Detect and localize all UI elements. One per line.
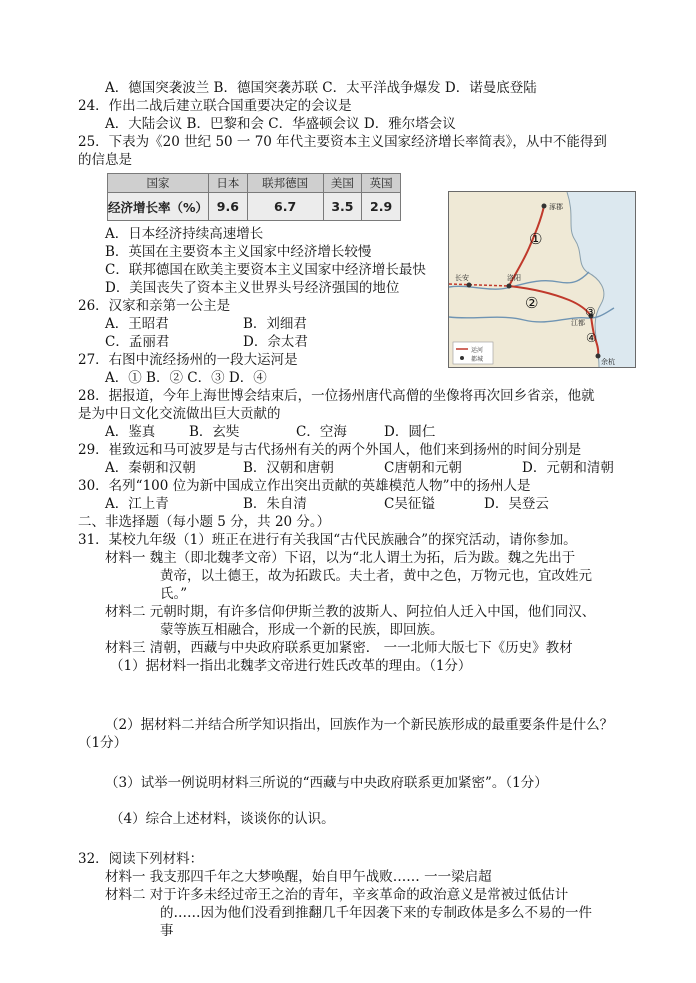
q23-options: A．德国突袭波兰 B．德国突袭苏联 C．太平洋战争爆发 D．诺曼底登陆 <box>105 80 537 96</box>
q31-material-3: 材料三 清朝，西藏与中央政府联系更加紧密． 一一北师大版七下《历史》教材 <box>105 640 573 656</box>
city-dot <box>467 283 472 288</box>
q25-stem-line1: 25．下表为《20 世纪 50 一 70 年代主要资本主义国家经济增长率简表》，从中不能得到 <box>78 134 607 150</box>
grand-canal-map <box>448 191 636 368</box>
q30-option-b: B．朱自清 <box>243 496 307 512</box>
q28-option-c: C．空海 <box>296 424 347 440</box>
q31-sub-1: （1）据材料一指出北魏孝文帝进行姓氏改革的理由。（1分） <box>110 658 472 674</box>
legend-canal-label: 运河 <box>471 347 484 354</box>
q26-option-d: D．佘太君 <box>243 334 308 350</box>
legend-capital-label: 都城 <box>471 356 484 363</box>
table-header-cell: 国家 <box>108 174 209 193</box>
q26-option-b: B．刘细君 <box>243 316 307 332</box>
q31-material-1-line1: 材料一 魏主（即北魏孝文帝）下诏，以为“北人谓土为拓，后为跋。魏之先出于 <box>105 550 576 566</box>
q28-option-a: A．鉴真 <box>105 424 156 440</box>
q24-stem: 24．作出二战后建立联合国重要决定的会议是 <box>78 98 352 114</box>
q31-material-1-line3: 氏。” <box>160 586 188 602</box>
q32-stem: 32．阅读下列材料： <box>78 851 204 867</box>
label-yuhang: 余杭 <box>601 358 615 366</box>
label-jiangdu: 江都 <box>571 319 585 327</box>
city-dot <box>507 284 512 289</box>
q30-option-a: A．江上青 <box>105 496 169 512</box>
q27-options: A．① B．② C．③ D．④ <box>105 370 267 386</box>
marker-4: ④ <box>586 331 597 345</box>
q29-option-c: C唐朝和元朝 <box>384 460 462 476</box>
q32-material-1: 材料一 我支那四千年之大梦唤醒，始自甲午战败…… 一一梁启超 <box>105 869 492 885</box>
q26-stem: 26．汉家和亲第一公主是 <box>78 298 231 314</box>
q31-stem: 31．某校九年级（1）班正在进行有关我国“古代民族融合”的探究活动，请你参加。 <box>78 532 577 548</box>
q30-option-c: C吴征镒 <box>384 496 435 512</box>
label-luoyang: 洛阳 <box>507 274 521 282</box>
q25-option-c: C．联邦德国在欧美主要资本主义国家中经济增长最快 <box>105 262 426 278</box>
table-header-cell: 日本 <box>209 174 248 193</box>
q32-material-2-line2: 的……因为他们没看到推翻几千年因袭下来的专制政体是多么不易的一件 <box>160 905 592 921</box>
q30-stem: 30．名列“100 位为新中国成立作出突出贡献的英雄模范人物”中的扬州人是 <box>78 478 531 494</box>
q29-stem: 29．崔致远和马可波罗是与古代扬州有关的两个外国人，他们来到扬州的时间分别是 <box>78 442 582 458</box>
legend-capital-swatch <box>460 356 464 360</box>
table-cell: 3.5 <box>323 193 362 221</box>
q25-option-d: D．美国丧失了资本主义世界头号经济强国的地位 <box>105 280 400 296</box>
q29-option-d: D．元朝和清朝 <box>522 460 614 476</box>
section-two-heading: 二、非选择题（每小题 5 分，共 20 分。） <box>78 514 331 530</box>
table-cell: 9.6 <box>209 193 248 221</box>
city-dot <box>596 354 601 359</box>
city-dot <box>542 204 547 209</box>
q27-stem: 27．右图中流经扬州的一段大运河是 <box>78 352 298 368</box>
marker-3: ③ <box>585 305 596 319</box>
table-header-cell: 美国 <box>323 174 362 193</box>
q24-options: A．大陆会议 B．巴黎和会 C．华盛顿会议 D．雅尔塔会议 <box>105 116 456 132</box>
q28-stem-line1: 28．据报道，今年上海世博会结束后，一位扬州唐代高僧的坐像将再次回乡省亲，他就 <box>78 388 595 404</box>
q32-material-2-line3: 事 <box>160 923 174 939</box>
label-changan: 长安 <box>455 274 469 282</box>
growth-rate-table <box>107 173 401 221</box>
q29-option-b: B．汉朝和唐朝 <box>243 460 334 476</box>
q30-option-d: D．吴登云 <box>484 496 549 512</box>
label-zhuojun: 涿郡 <box>549 203 563 211</box>
q31-material-2-line2: 蒙等族互相融合，形成一个新的民族，即回族。 <box>160 622 444 638</box>
table-cell: 2.9 <box>362 193 401 221</box>
q31-material-1-line2: 黄帝，以土德王，故为拓跋氏。夫土者，黄中之色，万物元也，宜改姓元 <box>160 568 592 584</box>
q25-option-a: A．日本经济持续高速增长 <box>105 226 264 242</box>
q31-sub-2-line2: （1分） <box>78 735 128 751</box>
q28-option-d: D．圆仁 <box>384 424 436 440</box>
table-cell: 6.7 <box>247 193 323 221</box>
q25-stem-line2: 的信息是 <box>78 152 132 168</box>
q32-material-2-line1: 材料二 对于许多未经过帝王之治的青年，辛亥革命的政治意义是常被过低估计 <box>105 887 569 903</box>
q31-material-2-line1: 材料二 元朝时期，有许多信仰伊斯兰教的波斯人、阿拉伯人迁入中国，他们同汉、 <box>105 604 596 620</box>
q31-sub-2-line1: （2）据材料二并结合所学知识指出，回族作为一个新民族形成的最重要条件是什么？ <box>105 717 614 733</box>
marker-1: ① <box>529 230 543 248</box>
table-header-cell: 英国 <box>362 174 401 193</box>
table-header-cell: 联邦德国 <box>247 174 323 193</box>
q28-option-b: B．玄奘 <box>189 424 240 440</box>
q25-option-b: B．英国在主要资本主义国家中经济增长较慢 <box>105 244 372 260</box>
q26-option-a: A．王昭君 <box>105 316 169 332</box>
q29-option-a: A．秦朝和汉朝 <box>105 460 196 476</box>
q31-sub-3: （3）试举一例说明材料三所说的“西藏与中央政府联系更加紧密”。（1分） <box>105 775 548 791</box>
q28-stem-line2: 是为中日文化交流做出巨大贡献的 <box>78 406 281 422</box>
q26-option-c: C．孟丽君 <box>105 334 170 350</box>
table-row-label: 经济增长率（%） <box>108 193 209 221</box>
q31-sub-4: （4）综合上述材料，谈谈你的认识。 <box>110 811 335 827</box>
marker-2: ② <box>525 294 539 312</box>
